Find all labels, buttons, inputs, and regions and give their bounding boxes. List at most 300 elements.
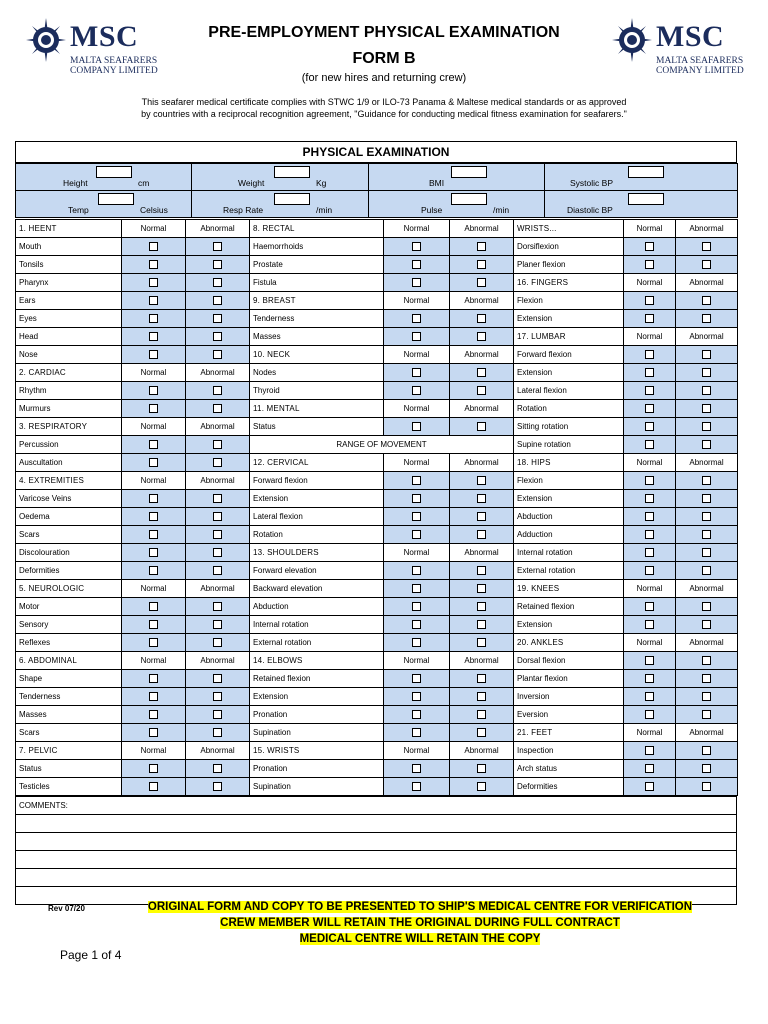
normal-cell xyxy=(384,616,450,634)
abnormal-cell xyxy=(676,652,738,670)
comments-line[interactable] xyxy=(16,851,737,869)
exam-item-label: Masses xyxy=(250,328,384,346)
normal-checkbox[interactable] xyxy=(412,692,421,701)
abnormal-cell xyxy=(186,328,250,346)
normal-cell xyxy=(122,598,186,616)
normal-checkbox[interactable] xyxy=(412,530,421,539)
normal-checkbox[interactable] xyxy=(645,548,654,557)
normal-checkbox[interactable] xyxy=(645,440,654,449)
normal-checkbox[interactable] xyxy=(412,332,421,341)
abnormal-checkbox[interactable] xyxy=(213,566,222,575)
exam-item-label: Rhythm xyxy=(16,382,122,400)
exam-item-label: Haemorrhoids xyxy=(250,238,384,256)
exam-item-label: Extension xyxy=(514,364,624,382)
abnormal-cell xyxy=(450,706,514,724)
normal-checkbox[interactable] xyxy=(412,314,421,323)
abnormal-checkbox[interactable] xyxy=(702,242,711,251)
abnormal-checkbox[interactable] xyxy=(213,674,222,683)
logo-subtitle: MALTA SEAFARERS COMPANY LIMITED xyxy=(70,56,158,76)
abnormal-header: Abnormal xyxy=(186,220,250,238)
normal-cell xyxy=(384,670,450,688)
abnormal-checkbox[interactable] xyxy=(477,260,486,269)
abnormal-checkbox[interactable] xyxy=(213,314,222,323)
abnormal-cell xyxy=(676,526,738,544)
normal-cell xyxy=(624,508,676,526)
abnormal-checkbox[interactable] xyxy=(477,584,486,593)
normal-checkbox[interactable] xyxy=(149,332,158,341)
abnormal-checkbox[interactable] xyxy=(477,638,486,647)
normal-header: Normal xyxy=(122,472,186,490)
abnormal-cell xyxy=(450,508,514,526)
table-row xyxy=(16,652,738,670)
abnormal-checkbox[interactable] xyxy=(213,386,222,395)
normal-checkbox[interactable] xyxy=(149,350,158,359)
abnormal-checkbox[interactable] xyxy=(213,512,222,521)
abnormal-cell xyxy=(186,310,250,328)
abnormal-cell xyxy=(450,256,514,274)
normal-cell xyxy=(624,346,676,364)
abnormal-checkbox[interactable] xyxy=(477,422,486,431)
weight-input[interactable] xyxy=(274,166,310,178)
abnormal-checkbox[interactable] xyxy=(477,710,486,719)
abnormal-checkbox[interactable] xyxy=(702,476,711,485)
abnormal-checkbox[interactable] xyxy=(213,350,222,359)
abnormal-checkbox[interactable] xyxy=(477,566,486,575)
normal-checkbox[interactable] xyxy=(645,350,654,359)
table-row xyxy=(16,634,738,652)
abnormal-header: Abnormal xyxy=(450,652,514,670)
normal-checkbox[interactable] xyxy=(412,584,421,593)
abnormal-checkbox[interactable] xyxy=(702,674,711,683)
abnormal-cell xyxy=(186,670,250,688)
abnormal-cell xyxy=(186,778,250,796)
abnormal-cell xyxy=(186,382,250,400)
abnormal-cell xyxy=(676,544,738,562)
normal-checkbox[interactable] xyxy=(645,674,654,683)
normal-checkbox[interactable] xyxy=(412,620,421,629)
abnormal-checkbox[interactable] xyxy=(213,458,222,467)
section-heading: 21. FEET xyxy=(514,724,624,742)
normal-cell xyxy=(384,508,450,526)
abnormal-checkbox[interactable] xyxy=(702,566,711,575)
abnormal-checkbox[interactable] xyxy=(702,602,711,611)
normal-cell xyxy=(624,238,676,256)
abnormal-checkbox[interactable] xyxy=(213,782,222,791)
exam-item-label: Shape xyxy=(16,670,122,688)
abnormal-checkbox[interactable] xyxy=(702,386,711,395)
comments-label: COMMENTS: xyxy=(16,797,737,815)
normal-checkbox[interactable] xyxy=(412,242,421,251)
abnormal-checkbox[interactable] xyxy=(213,638,222,647)
abnormal-header: Abnormal xyxy=(186,652,250,670)
normal-cell xyxy=(122,634,186,652)
abnormal-cell xyxy=(450,526,514,544)
normal-checkbox[interactable] xyxy=(412,512,421,521)
normal-checkbox[interactable] xyxy=(412,710,421,719)
height-input[interactable] xyxy=(96,166,132,178)
pulse-input[interactable] xyxy=(451,193,487,205)
abnormal-header: Abnormal xyxy=(450,220,514,238)
normal-cell xyxy=(624,760,676,778)
abnormal-checkbox[interactable] xyxy=(477,530,486,539)
abnormal-cell xyxy=(186,760,250,778)
normal-checkbox[interactable] xyxy=(149,692,158,701)
exam-item-label: Forward flexion xyxy=(250,472,384,490)
abnormal-checkbox[interactable] xyxy=(702,548,711,557)
diastolic-input[interactable] xyxy=(628,193,664,205)
normal-checkbox[interactable] xyxy=(645,404,654,413)
abnormal-cell xyxy=(186,256,250,274)
abnormal-checkbox[interactable] xyxy=(213,764,222,773)
systolic-input[interactable] xyxy=(628,166,664,178)
abnormal-checkbox[interactable] xyxy=(702,296,711,305)
abnormal-header: Abnormal xyxy=(676,328,738,346)
normal-header: Normal xyxy=(122,418,186,436)
abnormal-checkbox[interactable] xyxy=(702,512,711,521)
abnormal-checkbox[interactable] xyxy=(702,782,711,791)
abnormal-checkbox[interactable] xyxy=(477,512,486,521)
normal-checkbox[interactable] xyxy=(645,476,654,485)
abnormal-cell xyxy=(676,598,738,616)
form-title: PRE-EMPLOYMENT PHYSICAL EXAMINATION xyxy=(208,24,560,41)
abnormal-cell xyxy=(450,472,514,490)
abnormal-checkbox[interactable] xyxy=(702,620,711,629)
comments-line[interactable] xyxy=(16,833,737,851)
abnormal-checkbox[interactable] xyxy=(702,314,711,323)
section-heading: 20. ANKLES xyxy=(514,634,624,652)
exam-item-label: Head xyxy=(16,328,122,346)
section-heading: 9. BREAST xyxy=(250,292,384,310)
abnormal-checkbox[interactable] xyxy=(477,332,486,341)
normal-cell xyxy=(122,400,186,418)
exam-item-label: Eyes xyxy=(16,310,122,328)
abnormal-checkbox[interactable] xyxy=(477,476,486,485)
abnormal-checkbox[interactable] xyxy=(702,656,711,665)
table-row xyxy=(16,742,738,760)
normal-checkbox[interactable] xyxy=(149,242,158,251)
normal-checkbox[interactable] xyxy=(645,494,654,503)
abnormal-checkbox[interactable] xyxy=(477,278,486,287)
abnormal-checkbox[interactable] xyxy=(702,494,711,503)
temp-input[interactable] xyxy=(98,193,134,205)
abnormal-checkbox[interactable] xyxy=(213,404,222,413)
section-heading: 2. CARDIAC xyxy=(16,364,122,382)
normal-checkbox[interactable] xyxy=(645,764,654,773)
exam-item-label: Prostate xyxy=(250,256,384,274)
exam-item-label: Testicles xyxy=(16,778,122,796)
exam-item-label: Ears xyxy=(16,292,122,310)
normal-checkbox[interactable] xyxy=(645,296,654,305)
table-row xyxy=(16,328,738,346)
table-row xyxy=(16,490,738,508)
normal-checkbox[interactable] xyxy=(149,314,158,323)
abnormal-cell xyxy=(676,346,738,364)
normal-cell xyxy=(384,706,450,724)
normal-cell xyxy=(384,274,450,292)
abnormal-checkbox[interactable] xyxy=(702,350,711,359)
abnormal-checkbox[interactable] xyxy=(477,674,486,683)
abnormal-cell xyxy=(186,562,250,580)
exam-item-label: Scars xyxy=(16,526,122,544)
abnormal-checkbox[interactable] xyxy=(213,332,222,341)
normal-cell xyxy=(624,706,676,724)
table-row xyxy=(16,724,738,742)
normal-checkbox[interactable] xyxy=(645,422,654,431)
normal-cell xyxy=(384,472,450,490)
normal-checkbox[interactable] xyxy=(149,548,158,557)
abnormal-checkbox[interactable] xyxy=(477,242,486,251)
abnormal-header: Abnormal xyxy=(186,742,250,760)
normal-checkbox[interactable] xyxy=(645,530,654,539)
resp-input[interactable] xyxy=(274,193,310,205)
exam-item-label: Sensory xyxy=(16,616,122,634)
abnormal-cell xyxy=(450,724,514,742)
exam-item-label: Dorsiflexion xyxy=(514,238,624,256)
abnormal-checkbox[interactable] xyxy=(702,440,711,449)
normal-cell xyxy=(624,418,676,436)
normal-checkbox[interactable] xyxy=(149,638,158,647)
abnormal-checkbox[interactable] xyxy=(213,440,222,449)
normal-header: Normal xyxy=(624,274,676,292)
exam-item-label: Status xyxy=(250,418,384,436)
normal-cell xyxy=(384,526,450,544)
normal-checkbox[interactable] xyxy=(645,368,654,377)
abnormal-checkbox[interactable] xyxy=(477,314,486,323)
notice-line-1: ORIGINAL FORM AND COPY TO BE PRESENTED TO SHIP'S MEDICAL CENTRE FOR VERIFICATION xyxy=(147,901,693,913)
normal-checkbox[interactable] xyxy=(412,728,421,737)
normal-checkbox[interactable] xyxy=(149,404,158,413)
normal-cell xyxy=(384,490,450,508)
exam-item-label: Rotation xyxy=(250,526,384,544)
normal-checkbox[interactable] xyxy=(149,440,158,449)
normal-checkbox[interactable] xyxy=(149,710,158,719)
abnormal-checkbox[interactable] xyxy=(213,296,222,305)
normal-header: Normal xyxy=(624,580,676,598)
normal-checkbox[interactable] xyxy=(149,728,158,737)
abnormal-header: Abnormal xyxy=(186,418,250,436)
abnormal-cell xyxy=(676,490,738,508)
normal-checkbox[interactable] xyxy=(412,764,421,773)
section-heading: 8. RECTAL xyxy=(250,220,384,238)
normal-checkbox[interactable] xyxy=(149,530,158,539)
abnormal-checkbox[interactable] xyxy=(702,530,711,539)
normal-checkbox[interactable] xyxy=(645,260,654,269)
abnormal-checkbox[interactable] xyxy=(477,494,486,503)
abnormal-checkbox[interactable] xyxy=(477,782,486,791)
exam-item-label: Retained flexion xyxy=(514,598,624,616)
table-row xyxy=(16,598,738,616)
exam-item-label: Tonsils xyxy=(16,256,122,274)
abnormal-checkbox[interactable] xyxy=(702,260,711,269)
abnormal-checkbox[interactable] xyxy=(477,728,486,737)
exam-item-label: Extension xyxy=(514,310,624,328)
exam-item-label: Supination xyxy=(250,778,384,796)
normal-checkbox[interactable] xyxy=(645,620,654,629)
abnormal-checkbox[interactable] xyxy=(213,620,222,629)
abnormal-checkbox[interactable] xyxy=(213,602,222,611)
exam-item-label: Extension xyxy=(250,490,384,508)
abnormal-checkbox[interactable] xyxy=(213,530,222,539)
normal-cell xyxy=(122,454,186,472)
normal-cell xyxy=(122,724,186,742)
normal-checkbox[interactable] xyxy=(412,494,421,503)
exam-item-label: Pronation xyxy=(250,760,384,778)
normal-header: Normal xyxy=(384,742,450,760)
abnormal-checkbox[interactable] xyxy=(702,692,711,701)
abnormal-cell xyxy=(676,400,738,418)
normal-cell xyxy=(384,580,450,598)
table-row xyxy=(16,310,738,328)
normal-checkbox[interactable] xyxy=(149,620,158,629)
table-row xyxy=(16,292,738,310)
normal-cell xyxy=(624,364,676,382)
normal-cell xyxy=(624,778,676,796)
table-row xyxy=(16,400,738,418)
normal-cell xyxy=(624,472,676,490)
normal-checkbox[interactable] xyxy=(412,602,421,611)
normal-checkbox[interactable] xyxy=(412,422,421,431)
abnormal-cell xyxy=(186,724,250,742)
normal-checkbox[interactable] xyxy=(149,260,158,269)
normal-checkbox[interactable] xyxy=(645,692,654,701)
normal-header: Normal xyxy=(122,220,186,238)
normal-checkbox[interactable] xyxy=(645,746,654,755)
abnormal-checkbox[interactable] xyxy=(702,422,711,431)
exam-item-label: Lateral flexion xyxy=(514,382,624,400)
abnormal-checkbox[interactable] xyxy=(477,386,486,395)
normal-cell xyxy=(122,346,186,364)
normal-checkbox[interactable] xyxy=(149,386,158,395)
abnormal-checkbox[interactable] xyxy=(702,764,711,773)
normal-cell xyxy=(624,562,676,580)
normal-checkbox[interactable] xyxy=(149,494,158,503)
abnormal-checkbox[interactable] xyxy=(477,620,486,629)
abnormal-checkbox[interactable] xyxy=(213,548,222,557)
normal-checkbox[interactable] xyxy=(412,566,421,575)
vital-resp: Resp Rate /min xyxy=(192,191,369,218)
table-row xyxy=(16,364,738,382)
abnormal-checkbox[interactable] xyxy=(477,602,486,611)
normal-cell xyxy=(122,544,186,562)
abnormal-checkbox[interactable] xyxy=(477,764,486,773)
exam-item-label: Auscultation xyxy=(16,454,122,472)
normal-checkbox[interactable] xyxy=(412,638,421,647)
normal-checkbox[interactable] xyxy=(149,782,158,791)
abnormal-cell xyxy=(450,616,514,634)
vital-height: Height cm xyxy=(16,164,192,191)
abnormal-cell xyxy=(676,382,738,400)
abnormal-cell xyxy=(186,508,250,526)
normal-checkbox[interactable] xyxy=(412,386,421,395)
normal-checkbox[interactable] xyxy=(412,782,421,791)
normal-checkbox[interactable] xyxy=(645,512,654,521)
abnormal-cell xyxy=(186,436,250,454)
exam-item-label: Supination xyxy=(250,724,384,742)
abnormal-checkbox[interactable] xyxy=(702,404,711,413)
form-subtitle: FORM B xyxy=(352,50,416,67)
abnormal-cell xyxy=(450,778,514,796)
table-row xyxy=(16,508,738,526)
normal-cell xyxy=(624,310,676,328)
abnormal-cell xyxy=(186,598,250,616)
normal-cell xyxy=(122,256,186,274)
section-heading: 18. HIPS xyxy=(514,454,624,472)
normal-checkbox[interactable] xyxy=(645,656,654,665)
normal-cell xyxy=(384,688,450,706)
normal-cell xyxy=(384,778,450,796)
normal-checkbox[interactable] xyxy=(149,296,158,305)
comments-line[interactable] xyxy=(16,815,737,833)
normal-checkbox[interactable] xyxy=(645,314,654,323)
section-heading: 4. EXTREMITIES xyxy=(16,472,122,490)
normal-checkbox[interactable] xyxy=(149,674,158,683)
normal-checkbox[interactable] xyxy=(645,566,654,575)
normal-checkbox[interactable] xyxy=(149,566,158,575)
normal-checkbox[interactable] xyxy=(412,278,421,287)
range-of-movement-label: RANGE OF MOVEMENT xyxy=(250,436,514,454)
page-number: Page 1 of 4 xyxy=(60,948,122,962)
normal-header: Normal xyxy=(122,364,186,382)
abnormal-checkbox[interactable] xyxy=(213,260,222,269)
abnormal-header: Abnormal xyxy=(450,544,514,562)
normal-cell xyxy=(122,292,186,310)
normal-checkbox[interactable] xyxy=(149,278,158,287)
normal-checkbox[interactable] xyxy=(412,260,421,269)
abnormal-cell xyxy=(676,508,738,526)
normal-checkbox[interactable] xyxy=(149,458,158,467)
exam-item-label: Mouth xyxy=(16,238,122,256)
normal-checkbox[interactable] xyxy=(149,764,158,773)
normal-checkbox[interactable] xyxy=(645,710,654,719)
abnormal-checkbox[interactable] xyxy=(213,242,222,251)
normal-checkbox[interactable] xyxy=(645,782,654,791)
normal-checkbox[interactable] xyxy=(149,512,158,521)
abnormal-checkbox[interactable] xyxy=(702,746,711,755)
abnormal-checkbox[interactable] xyxy=(213,278,222,287)
revision-label: Rev 07/20 xyxy=(48,904,85,913)
abnormal-checkbox[interactable] xyxy=(213,692,222,701)
abnormal-checkbox[interactable] xyxy=(477,368,486,377)
normal-checkbox[interactable] xyxy=(412,674,421,683)
abnormal-cell xyxy=(676,310,738,328)
abnormal-checkbox[interactable] xyxy=(213,494,222,503)
normal-checkbox[interactable] xyxy=(149,602,158,611)
exam-item-label: Forward flexion xyxy=(514,346,624,364)
normal-checkbox[interactable] xyxy=(645,242,654,251)
normal-checkbox[interactable] xyxy=(412,368,421,377)
table-row xyxy=(16,706,738,724)
logo-brand: MSC xyxy=(70,20,139,53)
abnormal-cell xyxy=(676,418,738,436)
normal-checkbox[interactable] xyxy=(412,476,421,485)
exam-item-label: Extension xyxy=(514,490,624,508)
abnormal-checkbox[interactable] xyxy=(213,710,222,719)
comments-line[interactable] xyxy=(16,869,737,887)
abnormal-checkbox[interactable] xyxy=(477,692,486,701)
abnormal-cell xyxy=(450,580,514,598)
exam-item-label: Pharynx xyxy=(16,274,122,292)
normal-header: Normal xyxy=(624,724,676,742)
normal-checkbox[interactable] xyxy=(645,602,654,611)
msc-logo-right xyxy=(612,18,762,78)
abnormal-checkbox[interactable] xyxy=(702,710,711,719)
exam-item-label: Deformities xyxy=(514,778,624,796)
abnormal-checkbox[interactable] xyxy=(213,728,222,737)
abnormal-checkbox[interactable] xyxy=(702,368,711,377)
normal-checkbox[interactable] xyxy=(645,386,654,395)
exam-item-label: Varicose Veins xyxy=(16,490,122,508)
bmi-input[interactable] xyxy=(451,166,487,178)
